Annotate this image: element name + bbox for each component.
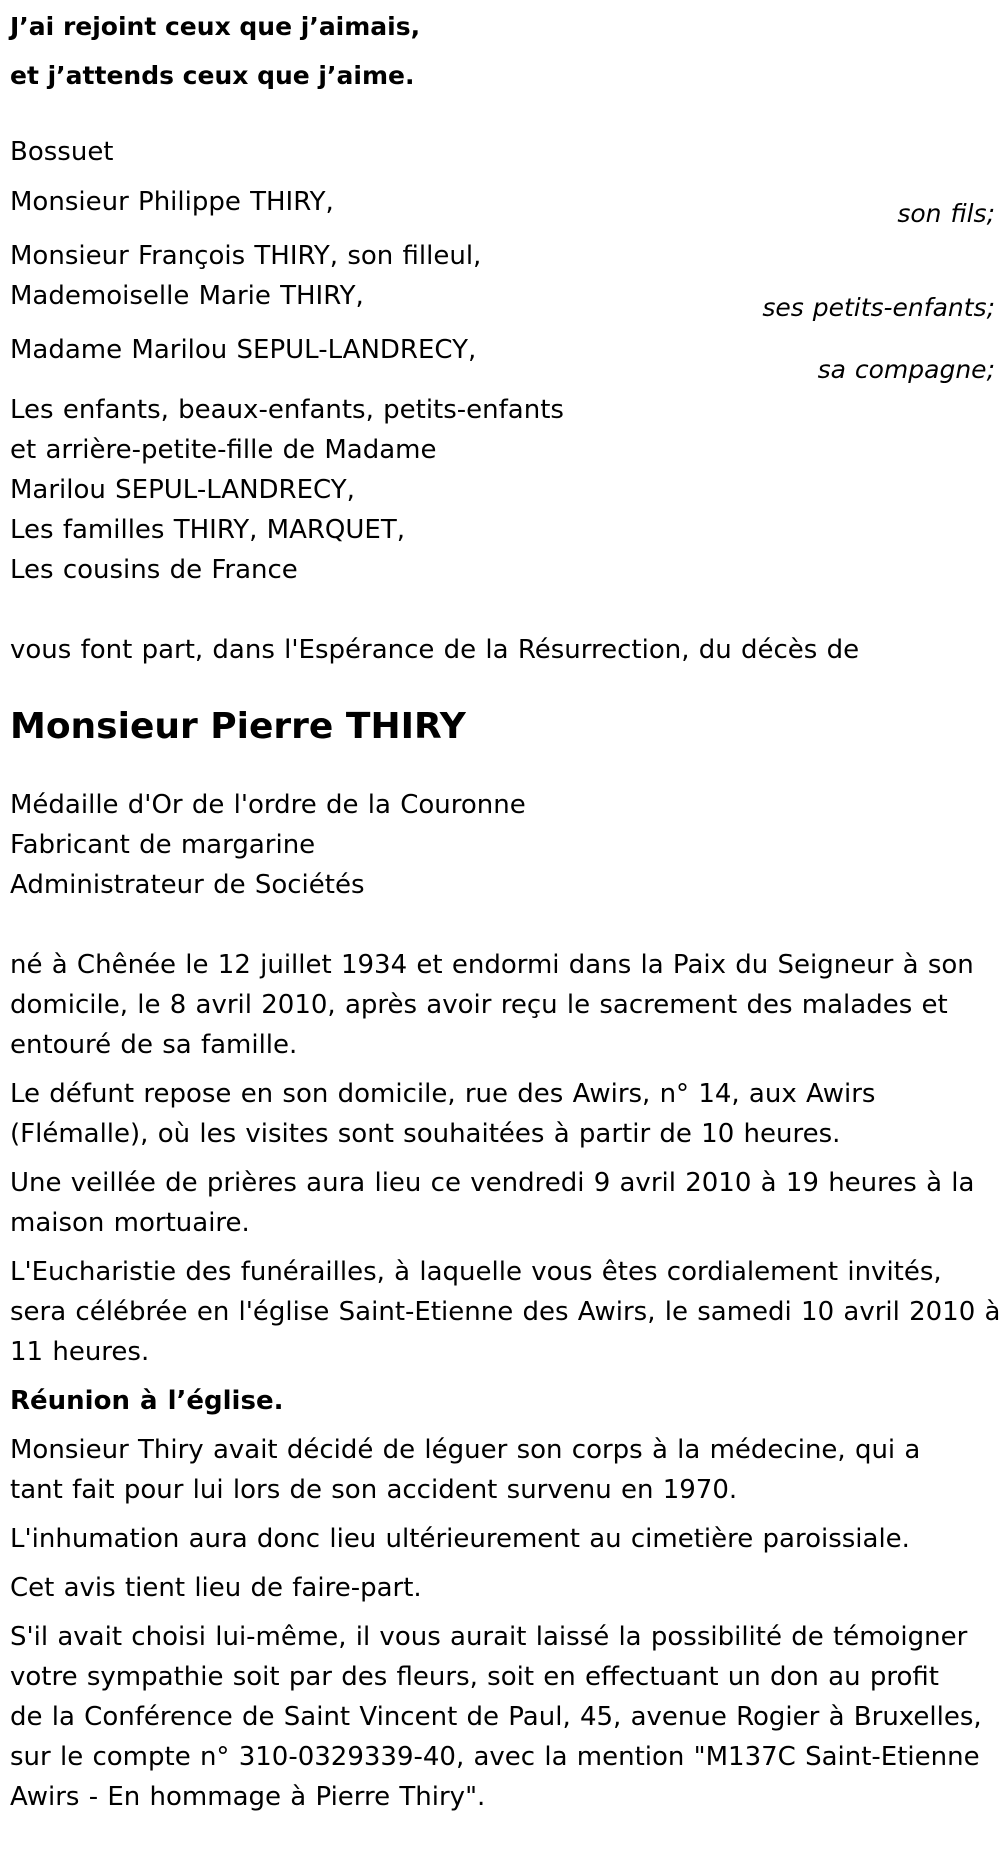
- son-relation: son fils;: [897, 199, 995, 228]
- details-section: [10, 945, 1000, 1817]
- place-name: Bossuet: [10, 137, 114, 167]
- paragraph-line: sera célébrée en l'église Saint-Etienne des Awirs, le samedi 10 avril 2010 à: [10, 1297, 1000, 1327]
- paragraph-line: 11 heures.: [10, 1337, 150, 1367]
- relatives-line: Les familles THIRY, MARQUET,: [10, 515, 405, 545]
- deceased-name: Monsieur Pierre THIRY: [10, 706, 466, 747]
- paragraph-line: S'il avait choisi lui-même, il vous aurait laissé la possibilité de témoigner: [10, 1622, 968, 1652]
- eucharist-paragraph: [10, 1252, 1000, 1372]
- paragraph-line: Awirs - En hommage à Pierre Thiry".: [10, 1782, 486, 1812]
- paragraph-line: maison mortuaire.: [10, 1208, 250, 1238]
- notice-note: Cet avis tient lieu de faire-part.: [10, 1573, 422, 1603]
- paragraph-line: L'Eucharistie des funérailles, à laquelle vous êtes cordialement invités,: [10, 1257, 942, 1287]
- relatives-line: Les cousins de France: [10, 555, 298, 585]
- family-section: [10, 132, 995, 670]
- paragraph-line: Une veillée de prières aura lieu ce vendredi 9 avril 2010 à 19 heures à la: [10, 1168, 975, 1198]
- paragraph-line: entouré de sa famille.: [10, 1030, 298, 1060]
- obituary-document: [10, 0, 1000, 1817]
- son-entry: [10, 182, 995, 234]
- paragraph-line: votre sympathie soit par des fleurs, soit en effectuant un don au profit: [10, 1662, 939, 1692]
- title-line: Administrateur de Sociétés: [10, 870, 365, 900]
- paragraph-line: né à Chênée le 12 juillet 1934 et endormi dans la Paix du Seigneur à son: [10, 950, 974, 980]
- epigraph-line-1: J’ai rejoint ceux que j’aimais,: [10, 12, 421, 41]
- body-donation-paragraph: [10, 1430, 995, 1510]
- grandchildren-entry: [10, 236, 995, 328]
- paragraph-line: domicile, le 8 avril 2010, après avoir reçu le sacrement des malades et: [10, 990, 948, 1020]
- paragraph-line: de la Conférence de Saint Vincent de Paul, 45, avenue Rogier à Bruxelles,: [10, 1702, 982, 1732]
- paragraph-line: sur le compte n° 310-0329339-40, avec la mention "M137C Saint-Etienne: [10, 1742, 980, 1772]
- vigil-paragraph: [10, 1163, 995, 1243]
- companion-relation: sa compagne;: [817, 355, 995, 384]
- title-line: Médaille d'Or de l'ordre de la Couronne: [10, 790, 526, 820]
- paragraph-line: Monsieur Thiry avait décidé de léguer son corps à la médecine, qui a: [10, 1435, 921, 1465]
- birth-death-paragraph: [10, 945, 995, 1065]
- companion-entry: [10, 330, 995, 390]
- donation-paragraph: [10, 1617, 995, 1817]
- burial-note: L'inhumation aura donc lieu ultérieurement au cimetière paroissiale.: [10, 1524, 910, 1554]
- grandchild-2: Mademoiselle Marie THIRY,: [10, 281, 364, 311]
- relatives-line: Marilou SEPUL-LANDRECY,: [10, 475, 355, 505]
- grandchild-1: Monsieur François THIRY, son filleul,: [10, 241, 482, 271]
- meeting-note: Réunion à l’église.: [10, 1386, 284, 1416]
- epigraph: [10, 2, 995, 100]
- grandchildren-relation: ses petits-enfants;: [762, 293, 995, 322]
- announcement-text: vous font part, dans l'Espérance de la Résurrection, du décès de: [10, 635, 860, 665]
- paragraph-line: tant fait pour lui lors de son accident survenu en 1970.: [10, 1475, 738, 1505]
- title-line: Fabricant de margarine: [10, 830, 316, 860]
- deceased-titles: [10, 785, 995, 905]
- relatives-line: et arrière-petite-fille de Madame: [10, 435, 437, 465]
- epigraph-line-2: et j’attends ceux que j’aime.: [10, 61, 415, 90]
- paragraph-line: (Flémalle), où les visites sont souhaitées à partir de 10 heures.: [10, 1119, 841, 1149]
- repose-paragraph: [10, 1074, 995, 1154]
- other-relatives: [10, 390, 995, 590]
- paragraph-line: Le défunt repose en son domicile, rue des Awirs, n° 14, aux Awirs: [10, 1079, 876, 1109]
- companion-name: Madame Marilou SEPUL-LANDRECY,: [10, 335, 477, 365]
- son-name: Monsieur Philippe THIRY,: [10, 187, 334, 217]
- relatives-line: Les enfants, beaux-enfants, petits-enfants: [10, 395, 564, 425]
